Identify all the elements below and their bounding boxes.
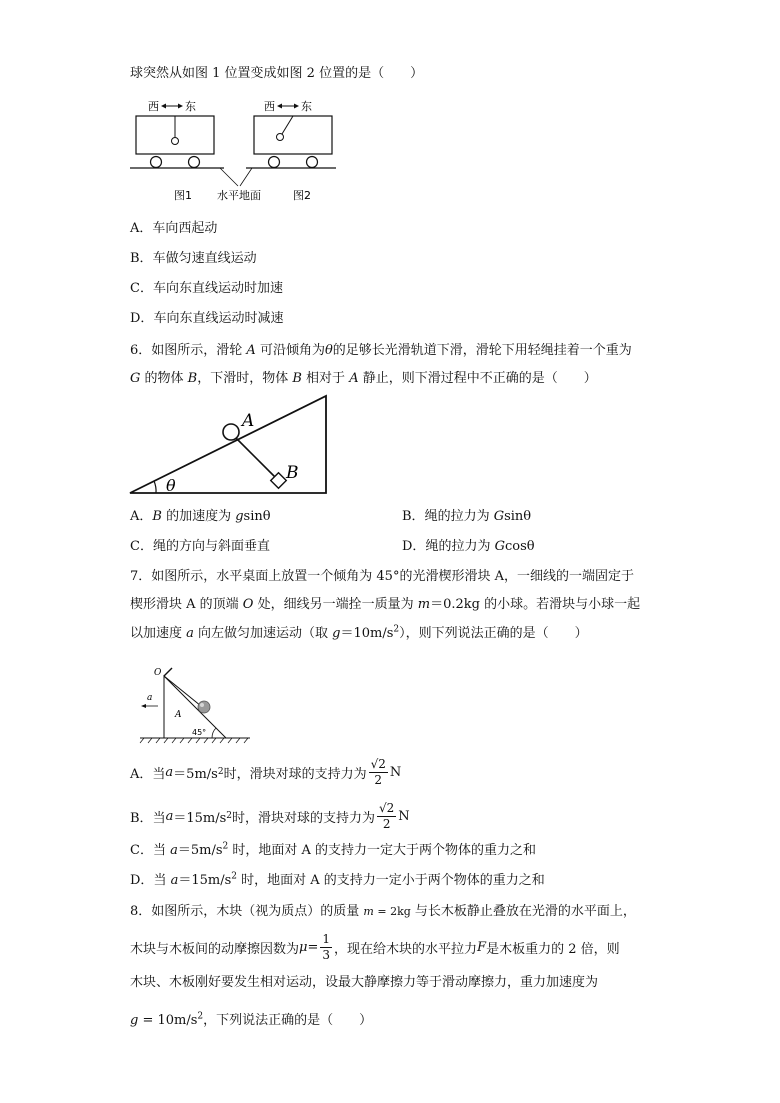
q7-stem-line1: 7．如图所示，水平桌面上放置一个倾角为 45°的光滑楔形滑块 A，一细线的一端固定于 xyxy=(130,569,634,584)
q6-option-c: C．绳的方向与斜面垂直 xyxy=(130,539,270,554)
q7-figure xyxy=(138,662,254,744)
q6-option-d: D．绳的拉力为 Gcosθ xyxy=(402,539,535,554)
fig2-caption: 图2 xyxy=(293,189,311,202)
q8-stem-line1: 8．如图所示，木块（视为质点）的质量 m = 2kg 与长木板静止叠放在光滑的水平面上， xyxy=(130,904,636,919)
fig1-arrow-left-icon xyxy=(161,104,166,109)
q7-option-b: B． 当 a ＝15m/s 2 时，滑块对球的支持力为 $\frac{√2}{2}$ N xyxy=(130,800,410,831)
q8-stem-line4: $g = 10m/s^2$，下列说法正确的是（ ） xyxy=(130,1011,373,1028)
rope xyxy=(236,438,276,478)
fig1-caption: 图1 xyxy=(174,189,192,202)
fig2-wheel-left xyxy=(269,157,280,168)
fig2-ball xyxy=(277,134,284,141)
q7-stem-line2: 楔形滑块 A 的顶端 O 处，细线另一端拴一质量为 m＝0.2kg 的小球。若滑块与小球一起 xyxy=(130,597,641,612)
fig2-string xyxy=(282,116,293,134)
label-wedge-a: A xyxy=(175,710,182,720)
fixing-rod xyxy=(164,668,172,676)
fig2-cart-body xyxy=(254,116,332,154)
fig1-arrow-right-icon xyxy=(178,104,183,109)
fig2-arrow-right-icon xyxy=(294,104,299,109)
q5-figure xyxy=(128,96,338,206)
q6-stem-line2: G 的物体 B，下滑时，物体 B 相对于 A 静止，则下滑过程中不正确的是（ ） xyxy=(130,371,597,386)
ball-highlight xyxy=(200,703,204,707)
label-b: B xyxy=(286,463,299,483)
label-theta: θ xyxy=(166,476,176,495)
q7-option-a: A． 当 a ＝5m/s 2 时，滑块对球的支持力为 $\frac{√2}{2}$ N xyxy=(130,756,402,787)
fig2-wheel-right xyxy=(307,157,318,168)
fig2-west-label: 西 xyxy=(264,100,275,113)
q7-option-d: D．当 $a=15m/s^2$ 时，地面对 A 的支持力一定小于两个物体的重力之和 xyxy=(130,871,545,888)
q5-option-a: A．车向西起动 xyxy=(130,221,218,236)
ground-leader-left xyxy=(220,168,238,186)
label-a: A xyxy=(242,411,255,431)
fig2-east-label: 东 xyxy=(301,100,312,113)
accel-arrow-head-icon xyxy=(141,704,146,708)
fig1-west-label: 西 xyxy=(148,100,159,113)
q6-figure xyxy=(128,394,332,498)
q5-option-b: B．车做匀速直线运动 xyxy=(130,251,257,266)
q6-option-a: A．B 的加速度为 gsinθ xyxy=(130,509,271,524)
small-ball xyxy=(198,701,210,713)
label-a-accel: a xyxy=(147,693,153,703)
q8-stem-line3: 木块、木板刚好要发生相对运动，设最大静摩擦力等于滑动摩擦力，重力加速度为 xyxy=(130,975,599,990)
q5-option-c: C．车向东直线运动时加速 xyxy=(130,281,283,296)
q7-stem-line3: 以加速度 a 向左做匀加速运动（取 $g=10m/s^2$），则下列说法正确的是（ ） xyxy=(130,624,588,641)
q5-option-d: D．车向东直线运动时减速 xyxy=(130,311,284,326)
fraction-sqrt2-over-2: $\frac{√2}{2}$ xyxy=(379,800,395,831)
q6-stem-line1: 6．如图所示，滑轮 A 可沿倾角为θ的足够长光滑轨道下滑，滑轮下用轻绳挂着一个重为 xyxy=(130,343,632,358)
ground-label: 水平地面 xyxy=(217,189,261,202)
fig1-wheel-right xyxy=(189,157,200,168)
fig1-ball xyxy=(172,138,179,145)
table-hatching xyxy=(140,738,248,743)
theta-arc xyxy=(154,481,156,493)
fraction-one-third: $\frac{1}{3}$ xyxy=(322,931,331,962)
q5-stem: 球突然从如图 1 位置变成如图 2 位置的是（ ） xyxy=(130,66,424,81)
q8-stem-line2: 木块与木板间的动摩擦因数为 μ = $\frac{1}{3}$ ，现在给木块的水平拉力 F 是木板重力的 2 倍，则 xyxy=(130,931,620,962)
fig1-wheel-left xyxy=(151,157,162,168)
label-angle: 45° xyxy=(192,728,207,737)
q7-option-c: C．当 $a=5m/s^2$ 时，地面对 A 的支持力一定大于两个物体的重力之和 xyxy=(130,841,537,858)
angle-arc xyxy=(212,728,216,738)
fig2-arrow-left-icon xyxy=(277,104,282,109)
ground-leader-right xyxy=(240,168,252,186)
fraction-sqrt2-over-2: $\frac{√2}{2}$ xyxy=(370,756,386,787)
fig1-east-label: 东 xyxy=(185,100,196,113)
label-o: O xyxy=(154,668,162,678)
q6-option-b: B．绳的拉力为 Gsinθ xyxy=(402,509,532,524)
thread xyxy=(164,676,201,706)
